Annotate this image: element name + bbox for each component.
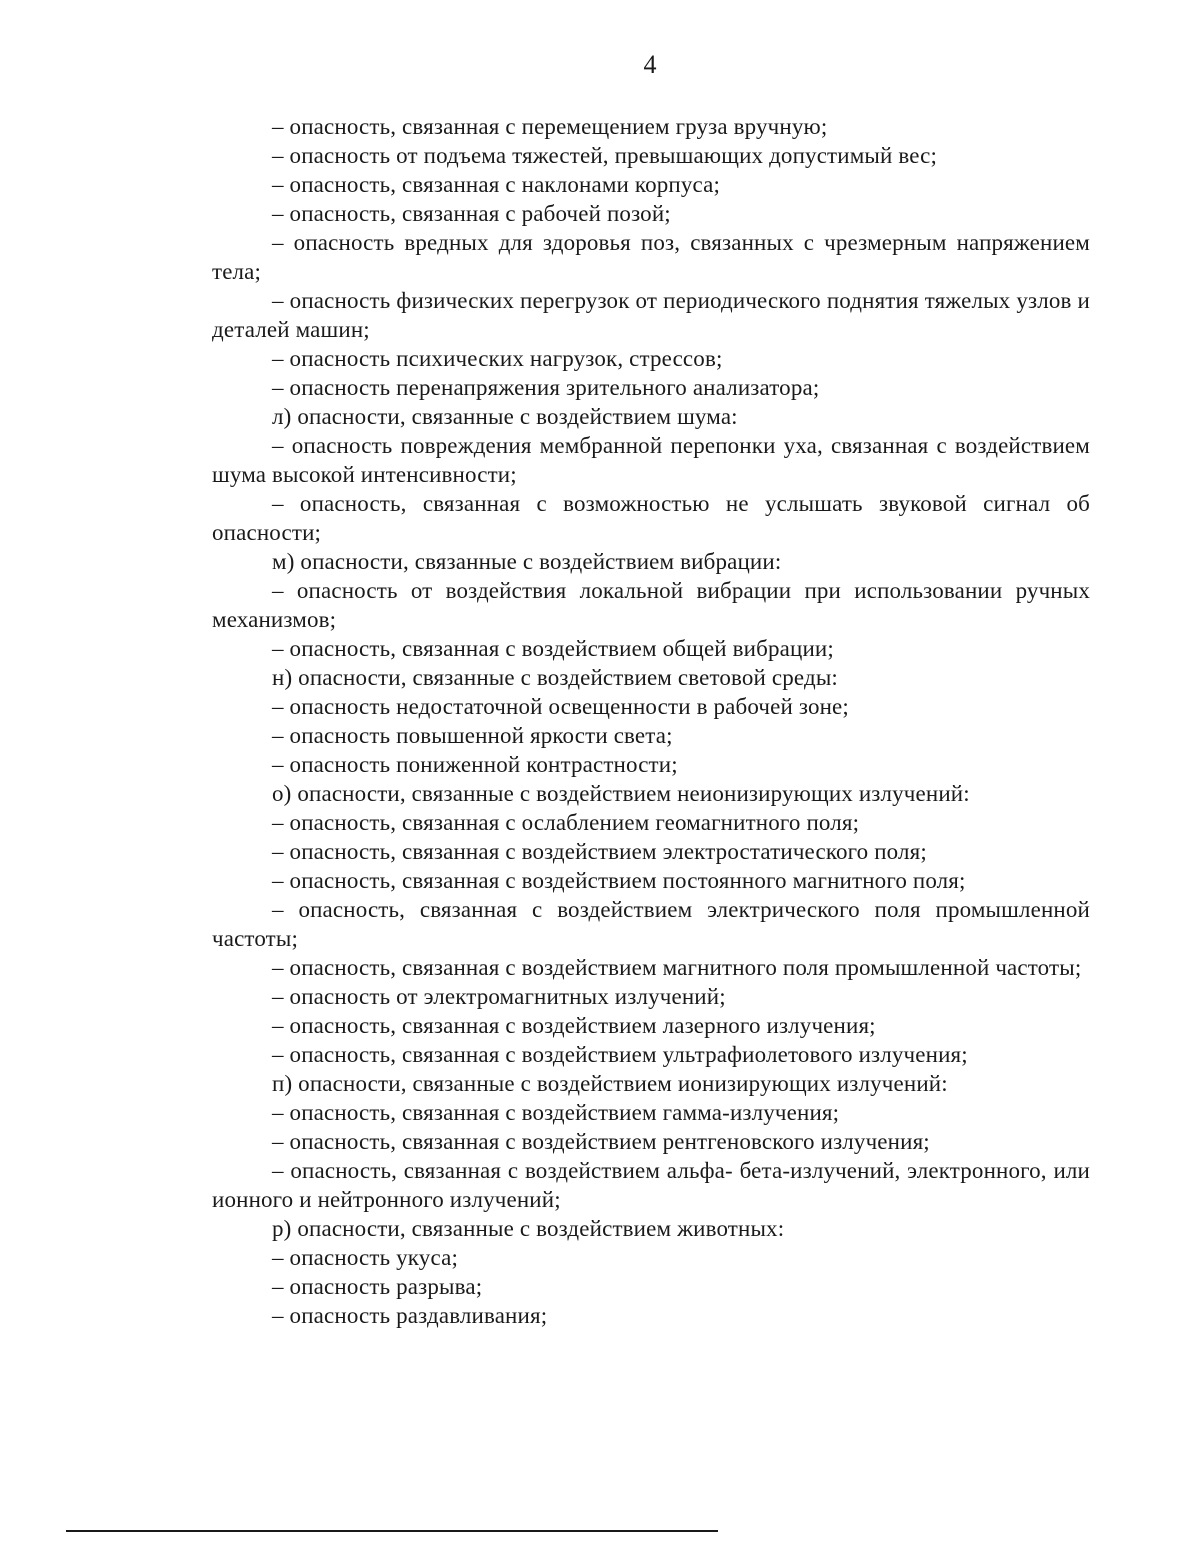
- list-item-electric-field-industrial: – опасность, связанная с воздействием электрического поля промышленной частоты;: [212, 897, 1090, 951]
- list-item-alpha-beta-radiation: – опасность, связанная с воздействием альфа- бета-излучений, электронного, или ионного и нейтронного излучений;: [212, 1158, 1090, 1212]
- list-item-electromagnetic-radiation: – опасность от электромагнитных излучений;: [272, 984, 726, 1009]
- section-heading-vibration: м) опасности, связанные с воздействием вибрации:: [272, 549, 782, 574]
- list-item-physical-overload: – опасность физических перегрузок от периодического поднятия тяжелых узлов и деталей машин;: [212, 288, 1090, 342]
- list-item-body-bending: – опасность, связанная с наклонами корпуса;: [272, 172, 721, 197]
- list-item-working-posture: – опасность, связанная с рабочей позой;: [272, 201, 671, 226]
- list-item-gamma-radiation: – опасность, связанная с воздействием гамма-излучения;: [272, 1100, 840, 1125]
- list-item-low-contrast: – опасность пониженной контрастности;: [272, 752, 678, 777]
- section-heading-lighting: н) опасности, связанные с воздействием световой среды:: [272, 665, 838, 690]
- section-heading-noise: л) опасности, связанные с воздействием шума:: [272, 404, 738, 429]
- list-item-harmful-postures: – опасность вредных для здоровья поз, связанных с чрезмерным напряжением тела;: [212, 230, 1090, 284]
- list-item-crushing: – опасность раздавливания;: [272, 1303, 548, 1328]
- list-item-tearing: – опасность разрыва;: [272, 1274, 483, 1299]
- page-number: 4: [643, 50, 657, 79]
- list-item-laser-radiation: – опасность, связанная с воздействием лазерного излучения;: [272, 1013, 876, 1038]
- list-item-high-brightness: – опасность повышенной яркости света;: [272, 723, 673, 748]
- list-item-electrostatic-field: – опасность, связанная с воздействием электростатического поля;: [272, 839, 927, 864]
- list-item-heavy-lifting: – опасность от подъема тяжестей, превышающих допустимый вес;: [272, 143, 938, 168]
- section-heading-non-ionizing: о) опасности, связанные с воздействием неионизирующих излучений:: [272, 781, 970, 806]
- list-item-eardrum-damage: – опасность повреждения мембранной перепонки уха, связанная с воздействием шума высокой интенсивности;: [212, 433, 1090, 487]
- list-item-constant-magnetic-field: – опасность, связанная с воздействием постоянного магнитного поля;: [272, 868, 966, 893]
- section-heading-ionizing: п) опасности, связанные с воздействием ионизирующих излучений:: [272, 1071, 948, 1096]
- list-item-magnetic-field-industrial: – опасность, связанная с воздействием магнитного поля промышленной частоты;: [272, 955, 1082, 980]
- list-item-ultraviolet-radiation: – опасность, связанная с воздействием ультрафиолетового излучения;: [272, 1042, 968, 1067]
- section-heading-animals: р) опасности, связанные с воздействием животных:: [272, 1216, 785, 1241]
- list-item-xray-radiation: – опасность, связанная с воздействием рентгеновского излучения;: [272, 1129, 930, 1154]
- list-item-local-vibration: – опасность от воздействия локальной вибрации при использовании ручных механизмов;: [212, 578, 1090, 632]
- list-item-general-vibration: – опасность, связанная с воздействием общей вибрации;: [272, 636, 834, 661]
- list-item-geomagnetic-field: – опасность, связанная с ослаблением геомагнитного поля;: [272, 810, 860, 835]
- body-text: [212, 112, 1090, 1330]
- list-item-missed-alarm: – опасность, связанная с возможностью не услышать звуковой сигнал об опасности;: [212, 491, 1090, 545]
- list-item-insufficient-light: – опасность недостаточной освещенности в рабочей зоне;: [272, 694, 849, 719]
- footer-divider: [66, 1530, 718, 1532]
- list-item-bite: – опасность укуса;: [272, 1245, 458, 1270]
- list-item-manual-load: – опасность, связанная с перемещением груза вручную;: [272, 114, 828, 139]
- list-item-mental-stress: – опасность психических нагрузок, стрессов;: [272, 346, 723, 371]
- list-item-visual-strain: – опасность перенапряжения зрительного анализатора;: [272, 375, 820, 400]
